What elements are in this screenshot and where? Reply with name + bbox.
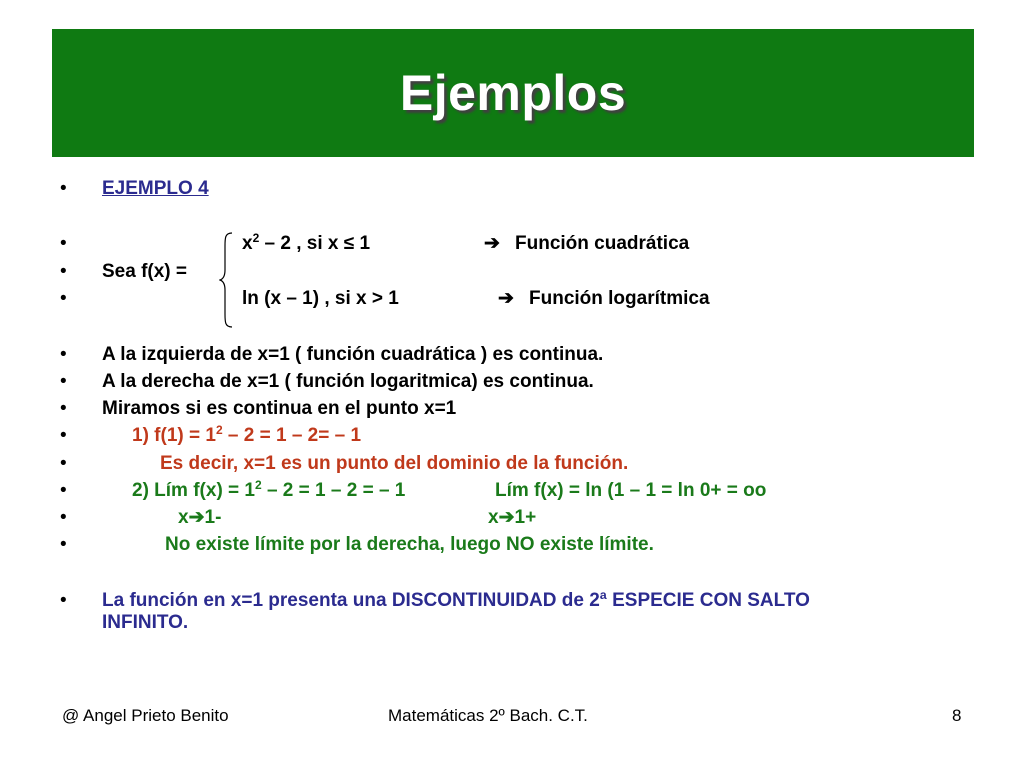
arrow-icon: ➔ (188, 507, 205, 528)
footer-author: @ Angel Prieto Benito (62, 706, 229, 725)
left-limit-start: 2) Lím f(x) = 1 (132, 480, 255, 501)
content-line-2 (0, 231, 1024, 257)
content-line-11 (0, 505, 1024, 531)
right-limit-approach: 1+ (514, 507, 537, 528)
example-heading: EJEMPLO 4 (102, 178, 209, 199)
bullet: • (60, 233, 67, 254)
left-limit-end: – 2 = 1 – 2 = – 1 (261, 480, 406, 501)
left-limit-exponent: 2 (255, 478, 262, 492)
conclusion-text-line-1: La función en x=1 presenta una DISCONTINUIDAD de 2ª ESPECIE CON SALTO (102, 590, 810, 611)
piece-1-label: Función cuadrática (515, 233, 690, 254)
content-line-4 (0, 286, 1024, 312)
arrow-icon: ➔ (484, 233, 500, 254)
bullet: • (60, 480, 67, 501)
arrow-icon: ➔ (498, 507, 515, 528)
no-limit-text: No existe límite por la derecha, luego NO existe límite. (165, 534, 654, 555)
check-point-text: Miramos si es continua en el punto x=1 (102, 398, 457, 419)
bullet: • (60, 590, 67, 611)
right-continuity-text: A la derecha de x=1 ( función logaritmica) es continua. (102, 371, 594, 392)
piece-1-expression (242, 231, 370, 257)
bullet: • (60, 425, 67, 446)
step-1-text (132, 423, 361, 449)
title-bar (52, 29, 974, 157)
right-limit-subscript (488, 505, 536, 531)
left-limit-subscript (178, 505, 221, 531)
bullet: • (60, 507, 67, 528)
left-continuity-text: A la izquierda de x=1 ( función cuadrática ) es continua. (102, 344, 604, 365)
content-line-3 (0, 259, 1024, 285)
step-1-start: 1) f(1) = 1 (132, 425, 216, 446)
bullet: • (60, 178, 67, 199)
bullet: • (60, 288, 67, 309)
content-line-5 (0, 342, 1024, 368)
bullet: • (60, 453, 67, 474)
right-limit-var: x (488, 507, 499, 528)
left-limit-text (132, 478, 405, 504)
piece-2-expression: ln (x – 1) , si x > 1 (242, 288, 399, 309)
conclusion-text-line-2: INFINITO. (102, 612, 189, 633)
step-1-exponent: 2 (215, 423, 223, 437)
content-line-13b (0, 610, 1024, 636)
function-definition-label: Sea f(x) = (102, 261, 188, 282)
bullet: • (60, 261, 67, 282)
bullet: • (60, 344, 67, 365)
bullet: • (60, 534, 67, 555)
piece-1-exponent: 2 (252, 231, 260, 245)
piece-2-label: Función logarítmica (529, 288, 710, 309)
content-line-12 (0, 532, 1024, 558)
piece-1-base: x (242, 233, 253, 254)
footer-page-number: 8 (952, 706, 962, 725)
content-line-7 (0, 396, 1024, 422)
content-line-1 (0, 176, 1024, 202)
arrow-icon: ➔ (498, 288, 514, 309)
footer-course: Matemáticas 2º Bach. C.T. (388, 706, 588, 725)
left-limit-approach: 1- (204, 507, 222, 528)
content-line-6 (0, 369, 1024, 395)
left-limit-var: x (178, 507, 189, 528)
bullet: • (60, 398, 67, 419)
domain-text: Es decir, x=1 es un punto del dominio de la función. (160, 453, 629, 474)
content-line-9 (0, 451, 1024, 477)
bullet: • (60, 371, 67, 392)
slide-title: Ejemplos (399, 65, 627, 121)
step-1-end: – 2 = 1 – 2= – 1 (222, 425, 362, 446)
content-line-8 (0, 423, 1024, 449)
content-line-10 (0, 478, 1024, 504)
right-limit-text: Lím f(x) = ln (1 – 1 = ln 0+ = oo (495, 480, 767, 501)
piece-1-condition: – 2 , si x ≤ 1 (259, 233, 371, 254)
